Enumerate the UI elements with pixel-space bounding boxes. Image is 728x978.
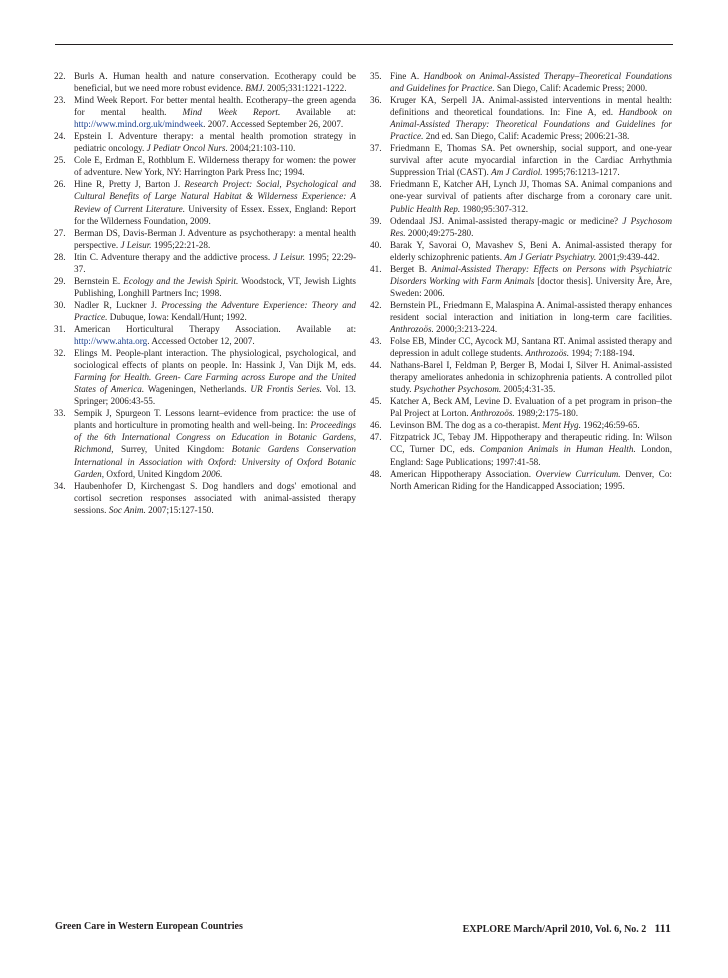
top-rule [55,44,673,45]
reference-text [390,468,672,492]
reference-text [390,419,672,431]
reference-italic-text: Anthrozoös. [470,408,515,419]
reference-text [74,480,356,516]
reference-text-segment: 1962;46:59-65. [580,420,640,431]
reference-italic-text: Handbook on Animal-Assisted Therapy: Theoretical Foundations and Guidelines for Practice. [390,107,672,142]
reference-italic-text: Overview Curriculum. [535,468,621,479]
reference-text-segment: [doctor thesis]. University Åre, Åre, Sweden: 2006. [390,275,672,298]
reference-italic-text: Am J Cardiol. [491,167,543,178]
reference-text [74,130,356,154]
reference-italic-text: Ment Hyg. [542,420,581,431]
reference-item [54,480,356,516]
reference-text [390,263,672,299]
reference-url-link[interactable]: http://www.ahta.org [74,336,148,347]
reference-text-segment: 1989;2:175-180. [514,408,579,419]
reference-text [74,275,356,299]
reference-text [390,178,672,214]
reference-text-segment: Burls A. Human health and nature conservation. Ecotherapy could be beneficial, but we need more robust evidence. [74,71,356,94]
reference-item [54,275,356,299]
reference-item [370,215,672,239]
reference-text-segment: San Diego, Calif: Academic Press; 2000. [494,83,648,94]
reference-text-segment: Friedmann E, Katcher AH, Lynch JJ, Thomas SA. Animal companions and one-year survival of patients after discharge from a coronary care unit. [390,179,672,202]
references-column-left [54,70,356,516]
reference-text [390,70,672,94]
reference-number: 43. [370,336,382,347]
reference-text [74,299,356,323]
reference-text-segment: . Accessed October 12, 2007. [147,336,255,347]
reference-text [390,431,672,467]
reference-item [54,407,356,479]
reference-item [54,178,356,226]
reference-text-segment: Folse EB, Minder CC, Aycock MJ, Santana RT. Animal assisted therapy and depression in adult college students. [390,336,672,359]
reference-italic-text: J Pediatr Oncol Nurs. [146,143,228,154]
reference-text-segment: Levinson BM. The dog as a co-therapist. [390,420,543,431]
reference-text-segment: 2nd ed. San Diego, Calif: Academic Press; 2006:21-38. [423,131,630,142]
reference-text [74,323,356,347]
reference-number: 41. [370,263,382,274]
reference-text [390,335,672,359]
reference-text-segment: Fine A. [390,71,424,81]
reference-number: 31. [54,323,66,334]
reference-text-segment: 2000;3:213-224. [433,323,498,334]
reference-text-segment: 1995;22:21-28. [151,239,211,250]
reference-number: 44. [370,360,382,371]
reference-text-segment: Available at: [280,107,356,118]
reference-item [54,154,356,178]
reference-text [390,215,672,239]
reference-item [54,323,356,347]
reference-item [370,468,672,492]
reference-item [370,70,672,94]
reference-item [370,239,672,263]
journal-citation: EXPLORE March/April 2010, Vol. 6, No. 2 [462,924,647,935]
reference-number: 30. [54,299,66,310]
reference-text-segment: Odendaal JSJ. Animal-assisted therapy-magic or medicine? [390,215,623,226]
reference-text [390,299,672,335]
reference-number: 42. [370,299,382,310]
reference-text [74,178,356,226]
reference-number: 27. [54,227,66,238]
reference-text-segment: 2001;9:439-442. [596,251,660,262]
reference-number: 37. [370,143,382,154]
reference-item [370,178,672,214]
reference-text-segment: 2005;4:31-35. [501,384,556,395]
reference-italic-text: Handbook on Animal-Assisted Therapy–Theoretical Foundations and Guidelines for Practice. [390,71,672,94]
reference-text [390,359,672,395]
reference-number: 22. [54,71,66,81]
reference-item [370,359,672,395]
reference-text-segment: Mind Week Report. For better mental health. Ecotherapy–the green agenda for mental health. [74,95,356,118]
reference-text-segment: Kruger KA, Serpell JA. Animal-assisted interventions in mental health: definitions and theoretical foundations. In: Fine A, ed. [390,95,672,118]
page-number: 111 [654,921,671,935]
reference-number: 38. [370,179,382,190]
reference-italic-text: BMJ. [245,83,265,94]
reference-italic-text: J Leisur. [273,251,306,262]
reference-number: 46. [370,420,382,431]
reference-item [54,347,356,407]
reference-text-segment: Surrey, United Kingdom: [113,444,232,455]
reference-text [74,227,356,251]
reference-italic-text: Processing the Adventure Experience: Theory and Practice. [74,299,356,322]
reference-text [390,142,672,178]
reference-text-segment: 2007;15:127-150. [145,504,214,515]
reference-number: 28. [54,251,66,262]
reference-italic-text: UR Frontis Series. [250,384,322,395]
reference-text-segment: Wageningen, Netherlands. [144,384,251,395]
journal-footer [463,921,671,936]
reference-text-segment: Epstein I. Adventure therapy: a mental health promotion strategy in pediatric oncology. [74,131,356,154]
reference-number: 25. [54,155,66,166]
reference-number: 24. [54,131,66,142]
reference-text-segment: American Hippotherapy Association. [390,468,536,479]
reference-text-segment: 2005;331:1221-1222. [264,83,347,94]
reference-text-segment: American Horticultural Therapy Association. Available at: [74,323,356,334]
reference-italic-text: Botanic Gardens Conservation International in Association with Oxford: University of Oxford Botanic Garden, [74,444,356,479]
reference-item [370,263,672,299]
reference-text-segment: Bernstein E. [74,275,124,286]
reference-text-segment: Haubenhofer D, Kirchengast S. Dog handlers and dogs' emotional and cortisol secretion responses associated with animal-assisted therapy sessions. [74,480,356,515]
reference-text-segment: Dubuque, Iowa: Kendall/Hunt; 1992. [107,311,247,322]
reference-text-segment: Vol. 13. Springer; 2006:43-55. [74,384,356,407]
reference-text-segment: University of Essex. Essex, England: Report for the Wilderness Foundation, 2009. [74,203,356,226]
reference-text-segment: 2004;21:103-110. [227,143,296,154]
reference-number: 26. [54,179,66,190]
reference-italic-text: Soc Anim. [108,504,146,515]
reference-item [54,130,356,154]
reference-number: 34. [54,480,66,491]
reference-number: 29. [54,275,66,286]
reference-italic-text: Proceedings of the 6th International Congress on Education in Botanic Gardens, Richmond, [74,420,356,455]
reference-item [370,335,672,359]
reference-text-segment: Friedmann E, Thomas SA. Pet ownership, social support, and one-year survival after acute myocardial infarction in the Cardiac Arrhythmia Suppression Trial (CAST). [390,143,672,178]
references-column-right [370,70,672,492]
reference-item [54,227,356,251]
reference-text-segment: Itin C. Adventure therapy and the addictive process. [74,251,274,262]
reference-number: 48. [370,468,382,479]
reference-text-segment: London, England: Sage Publications; 1997:41-58. [390,444,672,467]
reference-number: 23. [54,95,66,106]
reference-italic-text: Companion Animals in Human Health. [480,444,636,455]
reference-text [390,239,672,263]
reference-text [74,251,356,275]
reference-text-segment: 1980;95:307-312. [460,203,529,214]
reference-text-segment: Elings M. People-plant interaction. The physiological, psychological, and sociological effects of plants on people. In: Hassink J, Van Dijk M, eds. [74,348,356,371]
reference-text-segment: Berman DS, Davis-Berman J. Adventure as psychotherapy: a mental health perspective. [74,227,356,250]
reference-number: 35. [370,71,382,81]
reference-item [370,395,672,419]
reference-item [370,94,672,142]
reference-italic-text: Research Project: Social, Psychological and Cultural Benefits of Large Natural Habitat & Wilderness Experience: A Review of Current Literature. [74,179,356,214]
reference-text-segment: 1994; 7:188-194. [569,348,635,359]
reference-item [370,142,672,178]
reference-text-segment: Berget B. [390,263,432,274]
reference-text-segment: 1995; 22:29-37. [74,251,357,274]
reference-text-segment: 1995;76:1213-1217. [542,167,620,178]
running-title: Green Care in Western European Countries [55,921,243,932]
reference-text [390,395,672,419]
reference-text [390,94,672,142]
reference-italic-text: Public Health Rep. [390,203,461,214]
reference-number: 40. [370,239,382,250]
reference-text-segment: Woodstock, VT, Jewish Lights Publishing, Longhill Partners Inc; 1998. [74,275,356,298]
reference-italic-text: Anthrozoös. [390,323,434,334]
reference-text-segment: Denver, Co: North American Riding for the Handicapped Association; 1995. [390,468,672,491]
reference-number: 47. [370,432,382,443]
reference-url-link[interactable]: http://www.mind.org.uk/mindweek [74,119,204,130]
reference-text-segment: Bernstein PL, Friedmann E, Malaspina A. Animal-assisted therapy enhances resident social interaction and initiation in long-term care facilities. [390,299,672,322]
reference-italic-text: Animal-Assisted Therapy: Effects on Persons with Psychiatric Disorders Working with Farm Animals [390,263,673,286]
reference-item [54,299,356,323]
reference-italic-text: J Leisur. [120,239,152,250]
reference-item [54,70,356,94]
reference-number: 45. [370,396,382,407]
reference-text [74,347,356,407]
reference-item [370,299,672,335]
reference-item [54,94,356,130]
reference-italic-text: Farming for Health. Green- Care Farming across Europe and the United States of America. [74,372,356,395]
reference-number: 33. [54,408,66,419]
reference-number: 36. [370,95,382,106]
reference-item [370,431,672,467]
reference-text-segment: Katcher A, Beck AM, Levine D. Evaluation of a pet program in prison–the Pal Project at Lorton. [390,396,672,419]
reference-text-segment: Nadler R, Luckner J. [74,299,162,310]
reference-text [74,407,356,479]
reference-italic-text: 2006. [201,468,223,479]
reference-item [370,419,672,431]
reference-italic-text: J Psychosom Res. [390,215,672,238]
reference-italic-text: Psychother Psychosom. [413,384,502,395]
reference-text-segment: Nathans-Barel I, Feldman P, Berger B, Modai I, Silver H. Animal-assisted therapy ameliorates anhedonia in schizophrenia patients. A controlled pilot study. [390,360,672,395]
reference-text [74,154,356,178]
reference-text-segment: Fitzpatrick JC, Tebay JM. Hippotherapy and therapeutic riding. In: Wilson CC, Turner DC, eds. [390,432,672,455]
reference-text-segment: Sempik J, Spurgeon T. Lessons learnt–evidence from practice: the use of plants and horticulture in promoting health and well-being. In: [74,408,356,431]
reference-italic-text: Am J Geriatr Psychiatry. [504,251,597,262]
reference-item [54,251,356,275]
reference-text-segment: 2000;49:275-280. [405,227,474,238]
reference-text-segment: Oxford, United Kingdom [104,468,202,479]
reference-text-segment: Cole E, Erdman E, Rothblum E. Wilderness therapy for women: the power of adventure. New York, NY: Harrington Park Press Inc; 1994. [74,155,356,178]
reference-number: 39. [370,215,382,226]
reference-italic-text: Ecology and the Jewish Spirit. [123,275,239,286]
reference-text-segment: Hine R, Pretty J, Barton J. [74,179,185,190]
reference-italic-text: Anthrozoös. [525,348,570,359]
reference-italic-text: Mind Week Report. [182,107,281,118]
reference-text [74,70,356,94]
reference-text-segment: Barak Y, Savorai O, Mavashev S, Beni A. Animal-assisted therapy for elderly schizophrenic patients. [390,239,672,262]
reference-text [74,94,356,130]
reference-text-segment: . 2007. Accessed September 26, 2007. [203,119,344,130]
reference-number: 32. [54,348,66,359]
